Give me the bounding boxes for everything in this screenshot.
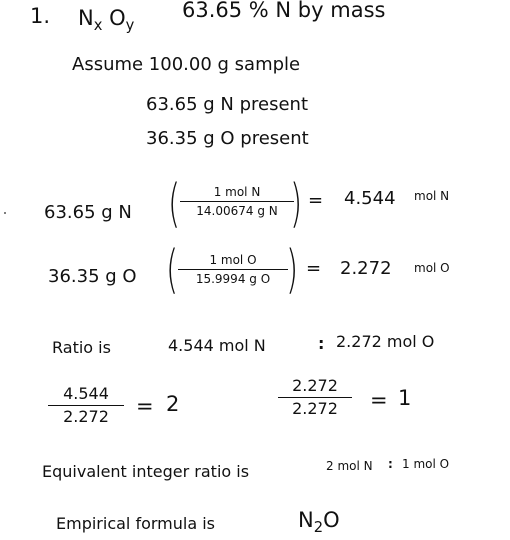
given-percent: 63.65 % N by mass [182,0,386,22]
ratio-colon: : [318,334,325,353]
conv-o-fraction-bar [178,269,288,270]
div-o-numerator: 2.272 [292,376,338,395]
empirical-text: Empirical formula is [56,514,216,533]
div-n-fraction-bar [48,405,124,406]
conv-o-lead: 36.35 g O [48,266,137,287]
div-n-value: 2 [166,392,180,416]
conv-n-numerator: 1 mol N [213,185,261,199]
conv-n-open-paren: ( [168,174,181,234]
div-o-value: 1 [398,386,412,410]
conv-o-equals: = [306,258,322,279]
conv-o-close-paren: ) [286,240,299,300]
formula-n: N [78,6,94,30]
conv-n-fraction [180,186,294,217]
conv-n-denominator: 14.00674 g N [196,204,278,218]
div-n-equals: = [136,394,154,418]
div-o-denominator: 2.272 [292,399,338,418]
div-n-denominator: 2.272 [63,407,109,426]
margin-mark [4,212,6,214]
equivalent-colon: : [388,457,393,471]
div-o-equals: = [370,388,388,412]
conv-n-result-value: 4.544 [344,188,396,209]
equivalent-text: Equivalent integer ratio is [42,462,250,481]
conv-n-result-unit: mol N [414,189,450,203]
general-formula [78,8,134,34]
div-n-numerator: 4.544 [63,384,109,403]
empirical-formula [298,510,340,536]
conv-n-close-paren: ) [290,174,303,234]
formula-sub-y: y [125,17,135,35]
conv-o-fraction [178,254,288,285]
o-present-line: 36.35 g O present [146,128,309,149]
div-o-fraction [278,378,352,417]
problem-number: 1. [30,4,51,28]
conv-o-numerator: 1 mol O [209,253,257,267]
div-o-fraction-bar [278,397,352,398]
conv-o-result-unit: mol O [414,261,450,275]
ratio-label: Ratio is [52,338,111,357]
empirical-o: O [323,508,340,532]
conv-n-equals: = [308,190,324,211]
conv-n-fraction-bar [180,201,294,202]
conv-o-denominator: 15.9994 g O [195,272,271,286]
equivalent-left: 2 mol N [326,459,373,473]
empirical-sub: 2 [313,519,324,537]
empirical-n: N [298,508,314,532]
n-present-line: 63.65 g N present [146,94,309,115]
conv-o-open-paren: ( [166,240,179,300]
ratio-left: 4.544 mol N [168,336,266,355]
conv-o-result-value: 2.272 [340,258,392,279]
formula-sub-x: x [93,17,103,35]
conv-n-lead: 63.65 g N [44,202,132,223]
formula-o: O [109,6,126,30]
assume-line: Assume 100.00 g sample [72,54,301,75]
ratio-right: 2.272 mol O [336,332,435,351]
div-n-fraction [48,386,124,425]
equivalent-right: 1 mol O [402,457,450,471]
